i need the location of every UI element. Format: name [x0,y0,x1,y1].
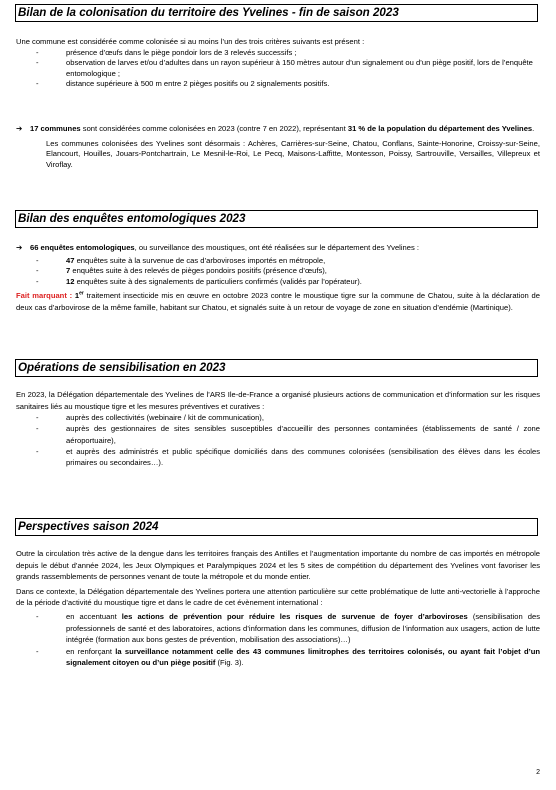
colonisation-block [16,37,540,90]
section-title-sensibilisation: Opérations de sensibilisation en 2023 [15,359,538,377]
colonisation-result: ➔ 17 communes sont considérées comme colonisées en 2023 (contre 7 en 2022), représentant 31 % de la population du département des Yvelines. Les communes colonisées des Yvelines sont désormais : Achères, Carrières-sur-Seine, Chatou, Conflans, Sainte-Honorine, Croissy-sur-Seine, Elancourt, Houilles, Jouars-Pontchartrain, Le Mesnil-le-Roi, Le Pecq, Maisons-Laffitte, Montesson, Poissy, Sartrouville, Versailles, Villepreux et Viroflay. [16,124,540,169]
criteria-list [16,48,540,90]
list-item: - en accentuant les actions de prévention pour réduire les risques de survenue de foyer d’arboviroses (sensibilisation des professionnels de santé et des laboratoires, actions d’information dans les communes, diffusion de l’information aux usagers, action de lutte intégrée (formation aux bons gestes de prévention, mobilisation des associations)…) [36,611,540,645]
section-title-perspectives: Perspectives saison 2024 [15,518,538,536]
list-item: - auprès des collectivités (webinaire / kit de communication), [36,413,264,423]
section-title-colonisation: Bilan de la colonisation du territoire des Yvelines - fin de saison 2023 [15,4,538,22]
communes-list: Les communes colonisées des Yvelines sont désormais : Achères, Carrières-sur-Seine, Chatou, Conflans, Sainte-Honorine, Croissy-sur-Seine, Elancourt, Houilles, Jouars-Pontchartrain, Le Mesnil-le-Roi, Le Pecq, Maisons-Laffitte, Montesson, Poissy, Sartrouville, Versailles, Villepreux et Viroflay. [46,138,540,169]
list-item: - auprès des gestionnaires de sites sensibles susceptibles d’accueillir des personnes contaminées (établissements de santé / zone aéroportuaire), [36,424,540,445]
arrow-right-icon: ➔ [16,124,23,133]
colonisation-intro: Une commune est considérée comme colonisée si au moins l’un des trois critères suivants est présent : [16,37,365,46]
list-item: - 47 enquêtes suite à la survenue de cas d’arboviroses importés en métropole, [36,255,326,265]
list-item: - 7 enquêtes suite à des relevés de pièges pondoirs positifs (présence d’œufs), [36,266,327,276]
list-item: - observation de larves et/ou d’adultes dans un rayon supérieur à 150 mètres autour d’un signalement ou d’un piège positif, lors de l’enquête entomologique ; [36,58,533,78]
list-item: - distance supérieure à 500 m entre 2 pièges positifs ou 2 signalements positifs. [36,79,330,89]
enquetes-block: ➔ 66 enquêtes entomologiques, ou surveillance des moustiques, ont été réalisées sur le département des Yvelines : - 47 enquêtes suite à la survenue de cas d’arboviroses importés en métropole, - 7 enquêtes suite à des relevés de pièges pondoirs positifs (présence d’œufs), - 12 enquêtes suite à des signalements de particuliers confirmés (validés par l’opérateur). Fait marquant : 1er traitement insecticide mis en œuvre en octobre 2023 contre le moustique tigre sur la commune de Chatou, suite à la déclaration de deux cas d’arbovirose de la même famille, habitant sur Chatou, et signalés suite à un retour de voyage de zone en situation d’endémie (Martinique). [16,243,540,312]
sensibilisation-block [16,389,540,468]
perspectives-list [16,611,540,669]
list-item: - et auprès des administrés et public spécifique domiciliés dans des communes colonisées (sensibilisation des élèves dans les écoles primaires ou secondaires…). [36,446,540,467]
list-item: - 12 enquêtes suite à des signalements de particuliers confirmés (validés par l’opérateur). [36,276,362,286]
sensibilisation-list [16,412,540,468]
section-title-enquetes: Bilan des enquêtes entomologiques 2023 [15,210,538,228]
arrow-right-icon: ➔ [16,243,23,252]
perspectives-block [16,548,540,669]
list-item: - présence d’œufs dans le piège pondoir lors de 3 relevés successifs ; [36,47,297,57]
list-item: - en renforçant la surveillance notamment celle des 43 communes limitrophes des territoires colonisés, ou ayant fait l’objet d’un signalement citoyen ou d’un piège positif (Fig. 3). [36,646,540,668]
enquetes-list [16,256,540,288]
fait-marquant: Fait marquant : 1er traitement insecticide mis en œuvre en octobre 2023 contre le moustique tigre sur la commune de Chatou, suite à la déclaration de deux cas d’arbovirose de la même famille, habitant sur Chatou, et signalés suite à un retour de voyage de zone en situation d’endémie (Martinique). [16,290,540,312]
perspectives-para-2: Dans ce contexte, la Délégation départementale des Yvelines portera une attention particulière sur cette problématique de lutte anti-vectorielle à l’approche de la période d’activité du moustique tigre et dans le cadre de cet évènement international : [16,586,540,608]
perspectives-para-1: Outre la circulation très active de la dengue dans les territoires français des Antilles et l’augmentation importante du nombre de cas importés en métropole depuis le début d’année 2024, les Jeux Olympiques et Paralympiques 2024 et les 5 sites de compétition du département des Yvelines vont favoriser les grands rassemblements de personnes venant de toute la métropole et du monde entier. [16,549,540,582]
page-number: 2 [536,769,540,776]
sensibilisation-intro: En 2023, la Délégation départementale des Yvelines de l’ARS Ile-de-France a organisé plusieurs actions de communication et d’information sur les risques sanitaires liés au moustique tigre et les mesures préventives et curatives : [16,390,540,411]
